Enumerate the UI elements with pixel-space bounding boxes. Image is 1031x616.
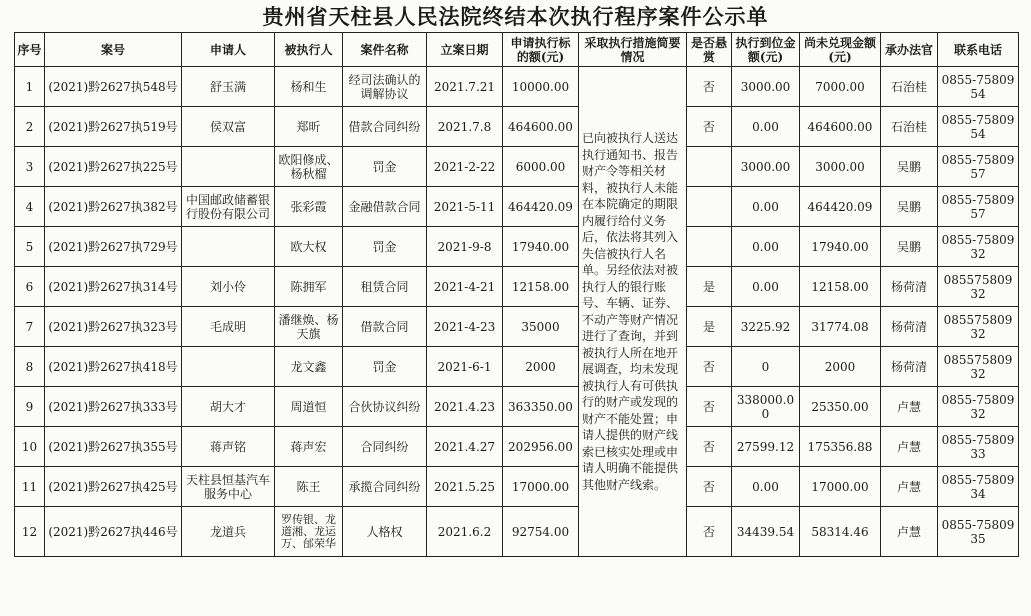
- executed-cell: 338000.00: [732, 387, 800, 427]
- phone-cell: 0855-7580932: [938, 227, 1019, 267]
- case-name-cell: 经司法确认的调解协议: [343, 67, 427, 107]
- seq-cell: 11: [15, 467, 45, 507]
- reward-cell: 否: [687, 507, 732, 557]
- respondent-cell: 欧阳修成、杨秋榴: [275, 147, 343, 187]
- case-name-cell: 罚金: [343, 347, 427, 387]
- respondent-cell: 周道恒: [275, 387, 343, 427]
- reward-cell: [687, 147, 732, 187]
- case-name-cell: 罚金: [343, 227, 427, 267]
- case-name-cell: 罚金: [343, 147, 427, 187]
- judge-cell: 石治桂: [881, 67, 938, 107]
- header-measures: 采取执行措施简要情况: [579, 33, 687, 67]
- seq-cell: 10: [15, 427, 45, 467]
- apply-amount-cell: 12158.00: [503, 267, 579, 307]
- seq-cell: 4: [15, 187, 45, 227]
- table-row: [15, 347, 1019, 387]
- case-no-cell: (2021)黔2627执519号: [45, 107, 182, 147]
- phone-cell: 0855-7580957: [938, 187, 1019, 227]
- seq-cell: 7: [15, 307, 45, 347]
- seq-cell: 1: [15, 67, 45, 107]
- case-no-cell: (2021)黔2627执333号: [45, 387, 182, 427]
- applicant-cell: 侯双富: [182, 107, 275, 147]
- outstanding-cell: 2000: [800, 347, 881, 387]
- outstanding-cell: 31774.08: [800, 307, 881, 347]
- phone-cell: 08557580932: [938, 307, 1019, 347]
- outstanding-cell: 3000.00: [800, 147, 881, 187]
- outstanding-cell: 464420.09: [800, 187, 881, 227]
- table-row: [15, 387, 1019, 427]
- respondent-cell: 欧大权: [275, 227, 343, 267]
- phone-cell: 0855-7580957: [938, 147, 1019, 187]
- seq-cell: 5: [15, 227, 45, 267]
- applicant-cell: 毛成明: [182, 307, 275, 347]
- header-outstanding: 尚未兑现金额(元): [800, 33, 881, 67]
- table-row: [15, 507, 1019, 557]
- applicant-cell: 天柱县恒基汽车服务中心: [182, 467, 275, 507]
- apply-amount-cell: 35000: [503, 307, 579, 347]
- filing-date-cell: 2021.4.23: [427, 387, 503, 427]
- header-case-name: 案件名称: [343, 33, 427, 67]
- phone-cell: 0855-7580935: [938, 507, 1019, 557]
- phone-cell: 08557580932: [938, 347, 1019, 387]
- filing-date-cell: 2021-4-23: [427, 307, 503, 347]
- apply-amount-cell: 363350.00: [503, 387, 579, 427]
- header-apply-amount: 申请执行标的额(元): [503, 33, 579, 67]
- phone-cell: 08557580932: [938, 267, 1019, 307]
- executed-cell: 0.00: [732, 467, 800, 507]
- apply-amount-cell: 202956.00: [503, 427, 579, 467]
- seq-cell: 2: [15, 107, 45, 147]
- reward-cell: 否: [687, 467, 732, 507]
- case-no-cell: (2021)黔2627执314号: [45, 267, 182, 307]
- outstanding-cell: 7000.00: [800, 67, 881, 107]
- filing-date-cell: 2021-5-11: [427, 187, 503, 227]
- case-name-cell: 合同纠纷: [343, 427, 427, 467]
- executed-cell: 3000.00: [732, 147, 800, 187]
- executed-cell: 0.00: [732, 227, 800, 267]
- apply-amount-cell: 464420.09: [503, 187, 579, 227]
- case-no-cell: (2021)黔2627执446号: [45, 507, 182, 557]
- filing-date-cell: 2021.4.27: [427, 427, 503, 467]
- table-row: [15, 267, 1019, 307]
- executed-cell: 0: [732, 347, 800, 387]
- executed-cell: 3000.00: [732, 67, 800, 107]
- table-row: [15, 67, 1019, 107]
- applicant-cell: 舒玉满: [182, 67, 275, 107]
- case-name-cell: 人格权: [343, 507, 427, 557]
- header-case-no: 案号: [45, 33, 182, 67]
- table-row: [15, 227, 1019, 267]
- case-no-cell: (2021)黔2627执355号: [45, 427, 182, 467]
- executed-cell: 27599.12: [732, 427, 800, 467]
- reward-cell: [687, 227, 732, 267]
- reward-cell: [687, 187, 732, 227]
- filing-date-cell: 2021-4-21: [427, 267, 503, 307]
- judge-cell: 吴鹏: [881, 187, 938, 227]
- phone-cell: 0855-7580932: [938, 387, 1019, 427]
- reward-cell: 是: [687, 267, 732, 307]
- case-no-cell: (2021)黔2627执418号: [45, 347, 182, 387]
- filing-date-cell: 2021.6.2: [427, 507, 503, 557]
- outstanding-cell: 12158.00: [800, 267, 881, 307]
- apply-amount-cell: 6000.00: [503, 147, 579, 187]
- respondent-cell: 杨和生: [275, 67, 343, 107]
- table-row: [15, 307, 1019, 347]
- judge-cell: 卢慧: [881, 467, 938, 507]
- reward-cell: 否: [687, 347, 732, 387]
- table-row: [15, 467, 1019, 507]
- filing-date-cell: 2021-9-8: [427, 227, 503, 267]
- phone-cell: 0855-7580954: [938, 67, 1019, 107]
- case-no-cell: (2021)黔2627执548号: [45, 67, 182, 107]
- header-phone: 联系电话: [938, 33, 1019, 67]
- respondent-cell: 潘继焕、杨天旗: [275, 307, 343, 347]
- respondent-cell: 张彩霞: [275, 187, 343, 227]
- applicant-cell: [182, 147, 275, 187]
- case-name-cell: 借款合同: [343, 307, 427, 347]
- respondent-cell: 陈王: [275, 467, 343, 507]
- executed-cell: 3225.92: [732, 307, 800, 347]
- applicant-cell: [182, 227, 275, 267]
- outstanding-cell: 17000.00: [800, 467, 881, 507]
- reward-cell: 否: [687, 107, 732, 147]
- filing-date-cell: 2021-6-1: [427, 347, 503, 387]
- judge-cell: 杨荷清: [881, 267, 938, 307]
- header-reward: 是否悬赏: [687, 33, 732, 67]
- case-no-cell: (2021)黔2627执382号: [45, 187, 182, 227]
- respondent-cell: 蒋声宏: [275, 427, 343, 467]
- applicant-cell: [182, 347, 275, 387]
- seq-cell: 3: [15, 147, 45, 187]
- judge-cell: 吴鹏: [881, 227, 938, 267]
- applicant-cell: 刘小伶: [182, 267, 275, 307]
- outstanding-cell: 25350.00: [800, 387, 881, 427]
- respondent-cell: 龙文鑫: [275, 347, 343, 387]
- respondent-cell: 陈拥军: [275, 267, 343, 307]
- apply-amount-cell: 10000.00: [503, 67, 579, 107]
- apply-amount-cell: 17000.00: [503, 467, 579, 507]
- filing-date-cell: 2021-2-22: [427, 147, 503, 187]
- outstanding-cell: 175356.88: [800, 427, 881, 467]
- judge-cell: 杨荷清: [881, 307, 938, 347]
- apply-amount-cell: 2000: [503, 347, 579, 387]
- table-row: [15, 107, 1019, 147]
- case-no-cell: (2021)黔2627执729号: [45, 227, 182, 267]
- case-name-cell: 借款合同纠纷: [343, 107, 427, 147]
- phone-cell: 0855-7580934: [938, 467, 1019, 507]
- apply-amount-cell: 92754.00: [503, 507, 579, 557]
- case-no-cell: (2021)黔2627执323号: [45, 307, 182, 347]
- judge-cell: 卢慧: [881, 387, 938, 427]
- case-name-cell: 租赁合同: [343, 267, 427, 307]
- table-row: [15, 427, 1019, 467]
- header-filing-date: 立案日期: [427, 33, 503, 67]
- header-respondent: 被执行人: [275, 33, 343, 67]
- case-name-cell: 合伙协议纠纷: [343, 387, 427, 427]
- seq-cell: 6: [15, 267, 45, 307]
- table-body: [15, 67, 1019, 557]
- outstanding-cell: 58314.46: [800, 507, 881, 557]
- header-row: [15, 33, 1019, 67]
- outstanding-cell: 17940.00: [800, 227, 881, 267]
- case-table: [14, 32, 1019, 557]
- judge-cell: 卢慧: [881, 507, 938, 557]
- phone-cell: 0855-7580933: [938, 427, 1019, 467]
- case-no-cell: (2021)黔2627执225号: [45, 147, 182, 187]
- reward-cell: 否: [687, 387, 732, 427]
- case-no-cell: (2021)黔2627执425号: [45, 467, 182, 507]
- table-row: [15, 187, 1019, 227]
- filing-date-cell: 2021.7.21: [427, 67, 503, 107]
- phone-cell: 0855-7580954: [938, 107, 1019, 147]
- apply-amount-cell: 464600.00: [503, 107, 579, 147]
- respondent-cell: 郑昕: [275, 107, 343, 147]
- applicant-cell: 蒋声铭: [182, 427, 275, 467]
- seq-cell: 8: [15, 347, 45, 387]
- applicant-cell: 中国邮政储蓄银行股份有限公司: [182, 187, 275, 227]
- filing-date-cell: 2021.5.25: [427, 467, 503, 507]
- applicant-cell: 胡大才: [182, 387, 275, 427]
- table-row: [15, 147, 1019, 187]
- seq-cell: 12: [15, 507, 45, 557]
- header-judge: 承办法官: [881, 33, 938, 67]
- judge-cell: 杨荷清: [881, 347, 938, 387]
- executed-cell: 0.00: [732, 107, 800, 147]
- case-name-cell: 承揽合同纠纷: [343, 467, 427, 507]
- judge-cell: 吴鹏: [881, 147, 938, 187]
- applicant-cell: 龙道兵: [182, 507, 275, 557]
- header-executed: 执行到位金额(元): [732, 33, 800, 67]
- header-applicant: 申请人: [182, 33, 275, 67]
- judge-cell: 卢慧: [881, 427, 938, 467]
- outstanding-cell: 464600.00: [800, 107, 881, 147]
- reward-cell: 否: [687, 427, 732, 467]
- document-title: 贵州省天柱县人民法院终结本次执行程序案件公示单: [262, 4, 769, 29]
- respondent-cell: 罗传银、龙道湘、龙运万、邰荣华: [275, 507, 343, 557]
- judge-cell: 石治桂: [881, 107, 938, 147]
- case-name-cell: 金融借款合同: [343, 187, 427, 227]
- apply-amount-cell: 17940.00: [503, 227, 579, 267]
- header-seq: 序号: [15, 33, 45, 67]
- filing-date-cell: 2021.7.8: [427, 107, 503, 147]
- measures-cell: 已向被执行人送达执行通知书、报告财产令等相关材料，被执行人未能在本院确定的期限内履行给付义务后，依法将其列入失信被执行人名单。另经依法对被执行人的银行账号、车辆、证券、不动产等财产情况进行了查询，并到被执行人所在地开展调查，均未发现被执行人有可供执行的财产或发现的财产不能处置；申请人提供的财产线索已核实处理或申请人明确不能提供其他财产线索。: [579, 67, 687, 557]
- executed-cell: 0.00: [732, 267, 800, 307]
- executed-cell: 34439.54: [732, 507, 800, 557]
- seq-cell: 9: [15, 387, 45, 427]
- reward-cell: 是: [687, 307, 732, 347]
- executed-cell: 0.00: [732, 187, 800, 227]
- reward-cell: 否: [687, 67, 732, 107]
